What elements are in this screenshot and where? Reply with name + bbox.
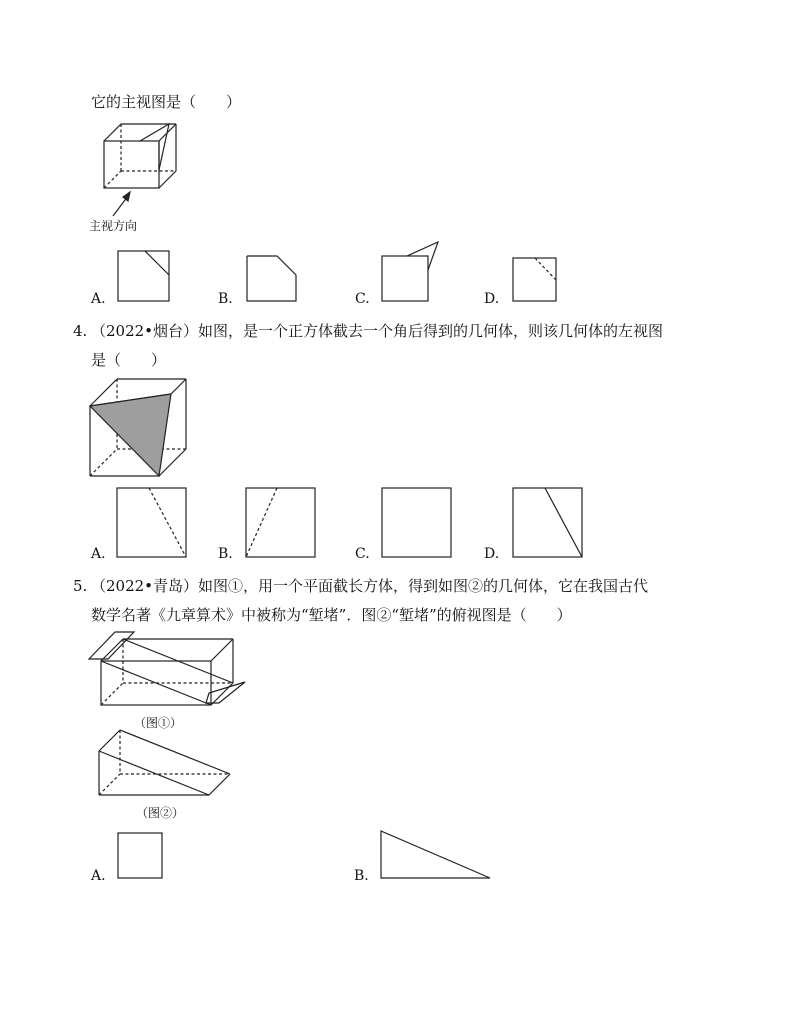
q5-number: 5. — [73, 577, 88, 595]
q3-option-a-figure[interactable] — [118, 251, 170, 303]
q5-figure-2-caption: （图②） — [136, 806, 185, 820]
q4-option-b-label[interactable]: B. — [218, 546, 233, 562]
q4-option-c-figure[interactable] — [382, 488, 454, 560]
q5-option-a-label[interactable]: A. — [91, 868, 106, 884]
view-direction-label: 主视方向 — [89, 219, 138, 233]
q4-number: 4. — [73, 322, 88, 340]
q4-option-b-figure[interactable] — [246, 488, 318, 560]
q5-stem-line2: 数学名著《九章算术》中被称为“堑堵”．图②“堑堵”的俯视图是（ ） — [91, 606, 572, 624]
q5-figure-1-caption: （图①） — [134, 716, 183, 730]
q3-option-b-label[interactable]: B. — [218, 291, 233, 307]
q4-option-d-label[interactable]: D. — [484, 546, 500, 562]
q4-option-a-figure[interactable] — [117, 488, 189, 560]
q5-stem-line1: （2022•青岛）如图①，用一个平面截长方体，得到如图②的几何体，它在我国古代 — [91, 577, 649, 595]
view-direction-arrow — [110, 192, 140, 222]
q3-option-a-label[interactable]: A. — [91, 291, 106, 307]
q5-figure-1-cuboid — [89, 632, 249, 712]
q5-option-b-label[interactable]: B. — [354, 868, 369, 884]
q4-truncated-cube-figure — [90, 379, 190, 479]
q4-option-c-label[interactable]: C. — [355, 546, 370, 562]
q3-stem-tail: 它的主视图是（ ） — [91, 93, 242, 111]
q4-stem-line1: （2022•烟台）如图，是一个正方体截去一个角后得到的几何体，则该几何体的左视图 — [91, 322, 664, 340]
q3-option-d-figure[interactable] — [513, 258, 561, 306]
q5-figure-2-qiandu — [99, 730, 249, 800]
q4-stem-line2: 是（ ） — [91, 351, 167, 369]
q5-option-b-figure[interactable] — [381, 831, 493, 881]
q3-cube-figure — [104, 124, 184, 194]
q3-option-c-figure[interactable] — [382, 242, 442, 304]
q3-option-d-label[interactable]: D. — [484, 291, 500, 307]
q5-option-a-figure[interactable] — [118, 833, 166, 881]
q3-option-c-label[interactable]: C. — [355, 291, 370, 307]
q3-option-b-figure[interactable] — [247, 256, 299, 308]
q4-option-a-label[interactable]: A. — [91, 546, 106, 562]
q4-option-d-figure[interactable] — [513, 488, 585, 560]
